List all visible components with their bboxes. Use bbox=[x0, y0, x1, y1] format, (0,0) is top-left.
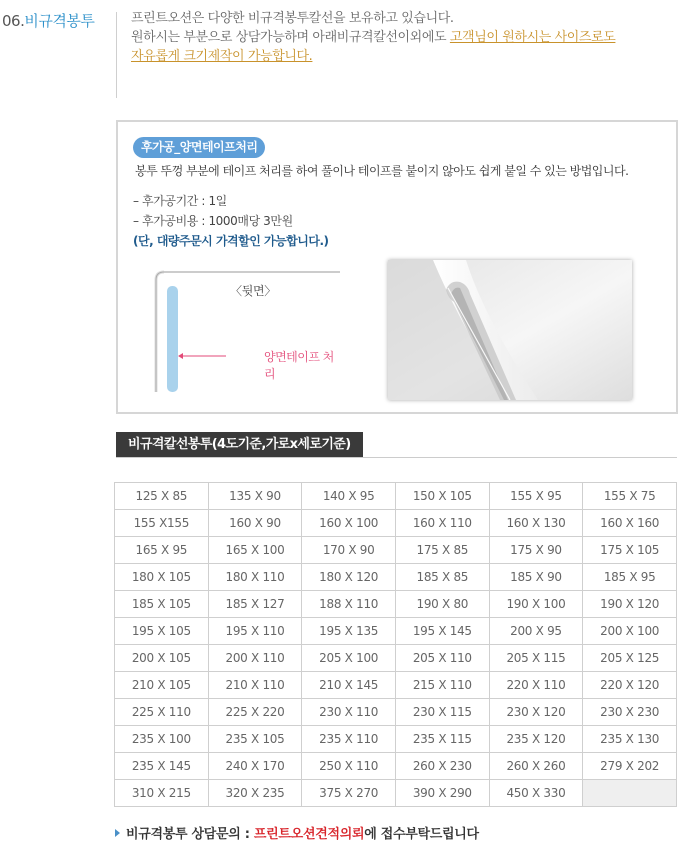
empty-cell bbox=[583, 780, 677, 807]
table-row bbox=[115, 510, 677, 537]
post-process-discount-note: (단, 대량주문시 가격할인 가능합니다.) bbox=[133, 234, 329, 248]
vertical-divider bbox=[116, 12, 117, 98]
size-cell: 155 X 95 bbox=[489, 483, 583, 510]
size-cell: 225 X 110 bbox=[115, 699, 209, 726]
size-cell: 150 X 105 bbox=[395, 483, 489, 510]
size-cell: 225 X 220 bbox=[208, 699, 302, 726]
size-cell: 200 X 105 bbox=[115, 645, 209, 672]
size-cell: 310 X 215 bbox=[115, 780, 209, 807]
size-cell: 125 X 85 bbox=[115, 483, 209, 510]
size-cell: 195 X 110 bbox=[208, 618, 302, 645]
size-cell: 135 X 90 bbox=[208, 483, 302, 510]
size-cell: 200 X 110 bbox=[208, 645, 302, 672]
size-cell: 279 X 202 bbox=[583, 753, 677, 780]
size-cell: 188 X 110 bbox=[302, 591, 396, 618]
size-cell: 235 X 100 bbox=[115, 726, 209, 753]
size-cell: 160 X 90 bbox=[208, 510, 302, 537]
size-cell: 235 X 105 bbox=[208, 726, 302, 753]
post-process-cost: – 후가공비용 : 1000매당 3만원 bbox=[133, 214, 293, 228]
size-table-heading-rule bbox=[116, 457, 677, 458]
size-cell: 190 X 80 bbox=[395, 591, 489, 618]
size-cell: 170 X 90 bbox=[302, 537, 396, 564]
size-cell: 180 X 120 bbox=[302, 564, 396, 591]
footer-prefix: 비규격봉투 상담문의 : bbox=[126, 827, 254, 842]
size-cell: 155 X155 bbox=[115, 510, 209, 537]
quote-request-link[interactable]: 프린트오션견적의뢰 bbox=[253, 827, 365, 842]
size-cell: 185 X 127 bbox=[208, 591, 302, 618]
table-row bbox=[115, 618, 677, 645]
table-row bbox=[115, 564, 677, 591]
size-cell: 185 X 95 bbox=[583, 564, 677, 591]
size-cell: 390 X 290 bbox=[395, 780, 489, 807]
diagram-back-label: 〈뒷면〉 bbox=[230, 284, 276, 298]
table-row bbox=[115, 537, 677, 564]
size-cell: 160 X 160 bbox=[583, 510, 677, 537]
size-cell: 210 X 110 bbox=[208, 672, 302, 699]
size-cell: 205 X 110 bbox=[395, 645, 489, 672]
size-cell: 230 X 115 bbox=[395, 699, 489, 726]
size-cell: 230 X 230 bbox=[583, 699, 677, 726]
diagram-tape-label: 양면테이프 처리 bbox=[264, 350, 334, 381]
footer-suffix: 에 접수부탁드립니다 bbox=[364, 827, 479, 842]
size-cell: 235 X 115 bbox=[395, 726, 489, 753]
size-cell: 210 X 145 bbox=[302, 672, 396, 699]
size-cell: 375 X 270 bbox=[302, 780, 396, 807]
size-cell: 160 X 100 bbox=[302, 510, 396, 537]
size-cell: 195 X 135 bbox=[302, 618, 396, 645]
size-cell: 250 X 110 bbox=[302, 753, 396, 780]
size-table-heading: 비규격칼선봉투(4도기준,가로x세로기준) bbox=[116, 432, 363, 458]
size-cell: 180 X 110 bbox=[208, 564, 302, 591]
footer-inquiry bbox=[115, 823, 479, 842]
size-cell: 175 X 105 bbox=[583, 537, 677, 564]
section-heading bbox=[2, 10, 94, 31]
intro-line-2-plain: 원하시는 부분으로 상담가능하며 아래비규격칼선이외에도 bbox=[131, 30, 450, 45]
size-cell: 160 X 110 bbox=[395, 510, 489, 537]
intro-line-3 bbox=[131, 47, 676, 66]
size-cell: 235 X 120 bbox=[489, 726, 583, 753]
intro-text bbox=[131, 9, 676, 66]
size-cell: 195 X 145 bbox=[395, 618, 489, 645]
size-cell: 210 X 105 bbox=[115, 672, 209, 699]
post-process-description: 봉투 뚜껑 부분에 테이프 처리를 하여 풀이나 테이프를 붙이지 않아도 쉽게 붙일 수 있는 방법입니다. bbox=[135, 164, 629, 178]
table-row bbox=[115, 672, 677, 699]
intro-line-1: 프린트오션은 다양한 비규격봉투칼선을 보유하고 있습니다. bbox=[131, 11, 454, 26]
size-cell: 205 X 125 bbox=[583, 645, 677, 672]
size-cell: 185 X 105 bbox=[115, 591, 209, 618]
size-cell: 230 X 120 bbox=[489, 699, 583, 726]
table-row bbox=[115, 780, 677, 807]
envelope-tape-diagram bbox=[152, 268, 342, 394]
table-row bbox=[115, 753, 677, 780]
section-number: 06. bbox=[2, 12, 25, 30]
table-row bbox=[115, 591, 677, 618]
size-cell: 260 X 230 bbox=[395, 753, 489, 780]
table-row bbox=[115, 483, 677, 510]
size-table bbox=[114, 482, 677, 807]
post-process-box bbox=[116, 120, 678, 414]
size-cell: 140 X 95 bbox=[302, 483, 396, 510]
size-cell: 260 X 260 bbox=[489, 753, 583, 780]
section-title: 비규격봉투 bbox=[24, 12, 95, 30]
size-cell: 220 X 120 bbox=[583, 672, 677, 699]
arrow-right-icon bbox=[115, 829, 120, 837]
size-cell: 220 X 110 bbox=[489, 672, 583, 699]
size-cell: 320 X 235 bbox=[208, 780, 302, 807]
size-cell: 180 X 105 bbox=[115, 564, 209, 591]
size-cell: 175 X 90 bbox=[489, 537, 583, 564]
tape-sample-photo bbox=[388, 260, 632, 400]
post-process-period: – 후가공기간 : 1일 bbox=[133, 194, 227, 208]
table-row bbox=[115, 699, 677, 726]
size-cell: 185 X 85 bbox=[395, 564, 489, 591]
size-cell: 230 X 110 bbox=[302, 699, 396, 726]
size-cell: 160 X 130 bbox=[489, 510, 583, 537]
size-cell: 200 X 95 bbox=[489, 618, 583, 645]
size-cell: 235 X 110 bbox=[302, 726, 396, 753]
size-cell: 175 X 85 bbox=[395, 537, 489, 564]
intro-line-2 bbox=[131, 28, 676, 47]
size-cell: 240 X 170 bbox=[208, 753, 302, 780]
size-cell: 165 X 95 bbox=[115, 537, 209, 564]
size-cell: 215 X 110 bbox=[395, 672, 489, 699]
size-cell: 165 X 100 bbox=[208, 537, 302, 564]
intro-highlight-2: 자유롭게 크기제작이 가능합니다. bbox=[131, 49, 313, 64]
size-cell: 190 X 120 bbox=[583, 591, 677, 618]
size-cell: 190 X 100 bbox=[489, 591, 583, 618]
table-row bbox=[115, 645, 677, 672]
size-cell: 200 X 100 bbox=[583, 618, 677, 645]
size-cell: 235 X 130 bbox=[583, 726, 677, 753]
size-cell: 185 X 90 bbox=[489, 564, 583, 591]
post-process-badge: 후가공_양면테이프처리 bbox=[133, 137, 265, 158]
size-cell: 195 X 105 bbox=[115, 618, 209, 645]
table-row bbox=[115, 726, 677, 753]
intro-highlight-1: 고객님이 원하시는 사이즈로도 bbox=[449, 30, 616, 45]
size-cell: 450 X 330 bbox=[489, 780, 583, 807]
size-cell: 235 X 145 bbox=[115, 753, 209, 780]
size-cell: 205 X 115 bbox=[489, 645, 583, 672]
size-cell: 205 X 100 bbox=[302, 645, 396, 672]
size-cell: 155 X 75 bbox=[583, 483, 677, 510]
